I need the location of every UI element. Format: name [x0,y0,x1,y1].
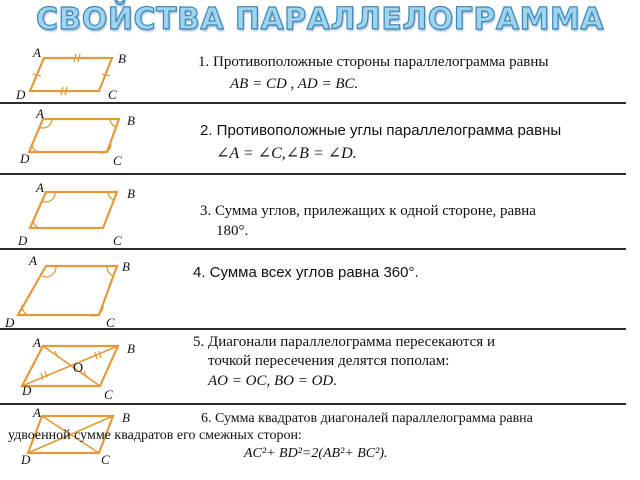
property-1-text: 1. Противоположные стороны параллелограмма равны [198,54,549,70]
label-a-6: A [33,405,41,420]
parallelogram-4 [18,266,117,315]
angle-arc-b-2 [110,119,116,127]
tick-od-1 [41,373,43,380]
property-3-value: 180°. [216,223,249,239]
label-a-1: A [33,45,41,60]
tick-ab-2 [78,54,80,62]
property-2-text: 2. Противоположные углы параллелограмма равны [200,122,562,139]
angle-arc-b-4 [107,266,113,276]
label-a-5: A [33,335,41,350]
property-6-formula: AC²+ BD²=2(AB²+ BC²). [244,446,388,461]
parallelogram-2 [29,119,119,152]
tick-ab-1 [74,54,76,62]
label-b-6: B [122,410,130,425]
label-c-2: C [113,153,122,168]
label-b-5: B [127,341,135,356]
label-d-6: D [21,452,31,467]
label-c-6: C [101,452,110,467]
tick-cd-2 [65,87,67,95]
label-b-4: B [122,259,130,274]
tick-ad [33,74,41,76]
parallelogram-1 [30,58,112,91]
label-o-5: O [73,361,84,376]
label-b-1: B [118,51,126,66]
label-c-1: C [108,87,117,102]
property-4-text: 4. Сумма всех углов равна 360°. [193,264,419,281]
property-2-formula: ∠A = ∠C,∠B = ∠D. [216,145,357,162]
label-b-2: B [127,113,135,128]
label-a-4: A [29,253,37,268]
tick-bc [102,74,110,76]
label-c-3: C [113,233,122,248]
page-title: СВОЙСТВА ПАРАЛЛЕЛОГРАММА [35,2,605,37]
property-6-text: 6. Сумма квадратов диагоналей параллелограмма равна [201,411,533,426]
property-5-text: 5. Диагонали параллелограмма пересекаются и [193,334,495,350]
label-b-3: B [127,186,135,201]
property-1-formula: AB = CD , AD = BC. [230,76,359,92]
property-3-text: 3. Сумма углов, прилежащих к одной стороне, равна [200,203,536,219]
label-a-3: A [36,180,44,195]
label-d-1: D [16,87,26,102]
label-d-5: D [22,383,32,398]
label-d-4: D [5,315,15,330]
property-5-text-2: точкой пересечения делятся пополам: [208,353,450,369]
label-d-3: D [18,233,28,248]
label-a-2: A [36,106,44,121]
tick-cd-1 [61,87,63,95]
parallelogram-3 [30,192,117,228]
label-d-2: D [20,151,30,166]
angle-arc-b-3 [108,192,114,200]
label-c-5: C [104,387,113,402]
property-6-text-2: удвоенной сумме квадратов его смежных сторон: [8,428,302,443]
property-5-formula: AO = OC, BO = OD. [208,373,337,389]
label-c-4: C [106,315,115,330]
